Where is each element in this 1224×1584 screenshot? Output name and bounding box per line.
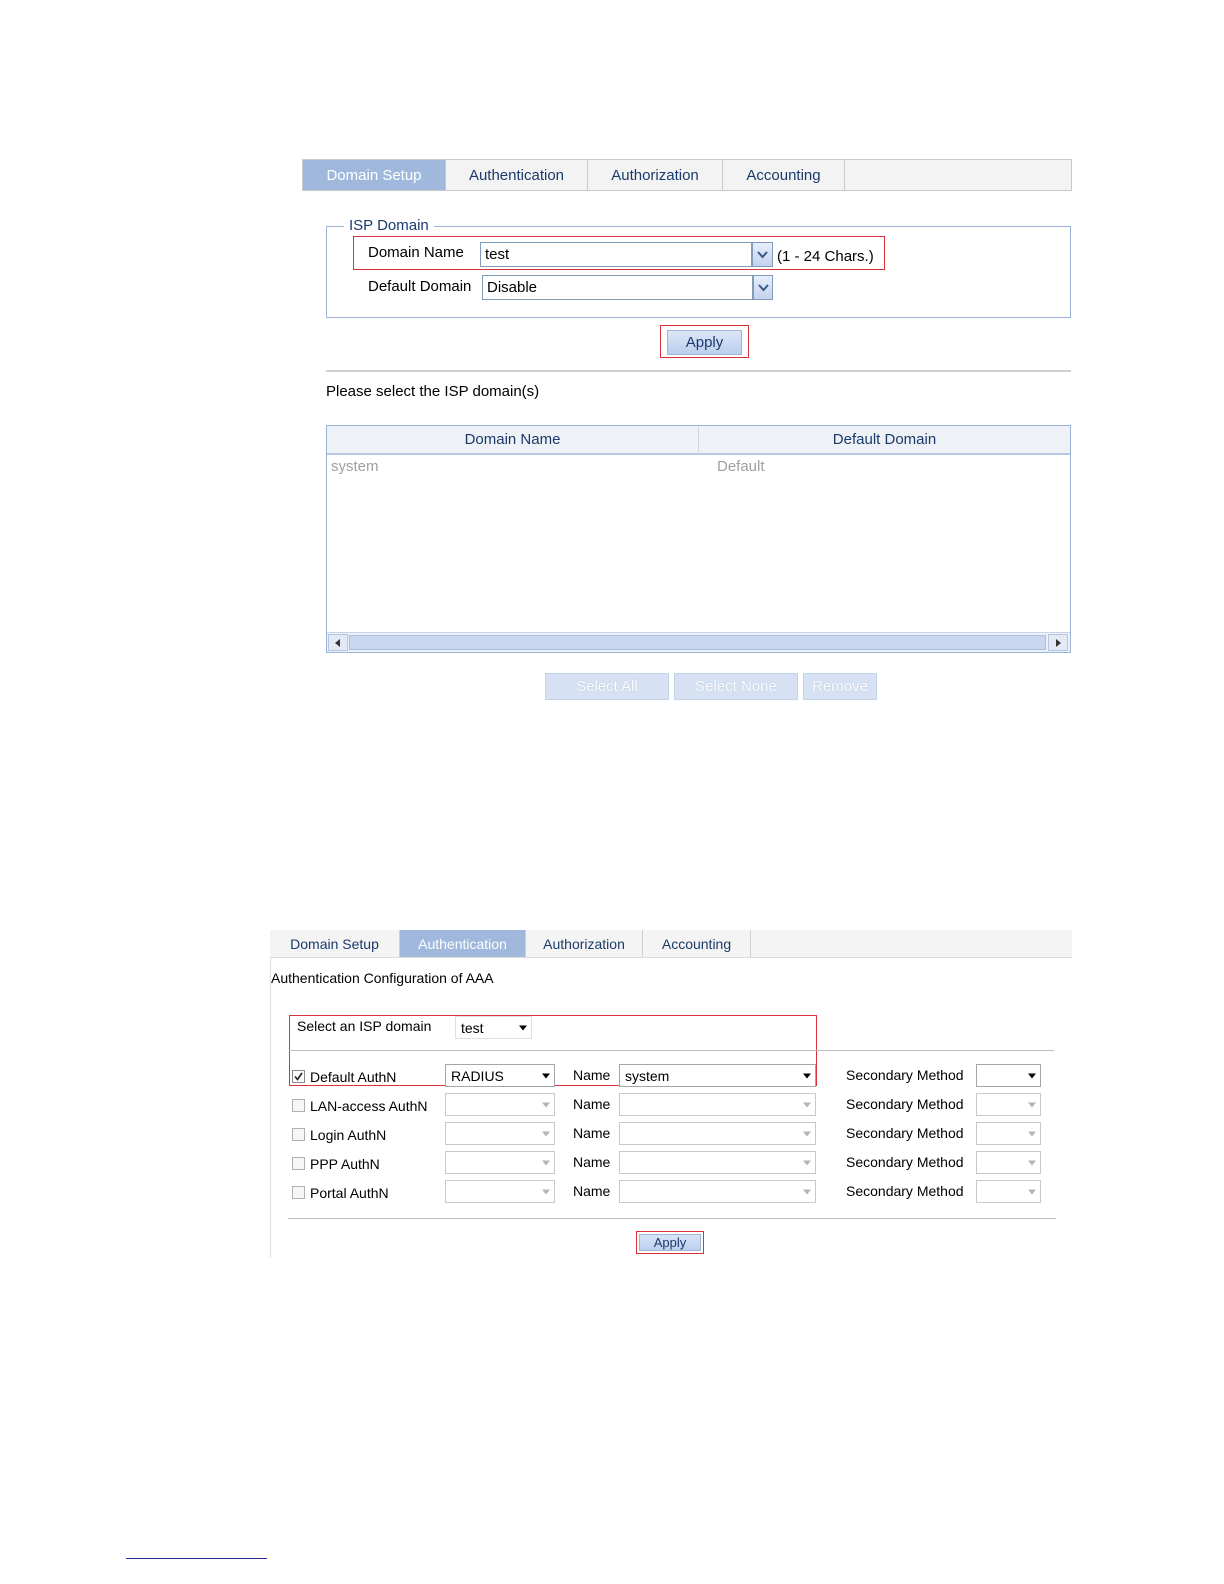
- tab-accounting[interactable]: Accounting: [643, 930, 751, 957]
- horizontal-scrollbar[interactable]: [327, 632, 1070, 652]
- secondary-method-label: Secondary Method: [846, 1154, 964, 1170]
- select-none-button[interactable]: Select None: [674, 673, 798, 700]
- fieldset-legend: ISP Domain: [344, 217, 434, 234]
- name-label: Name: [573, 1067, 611, 1083]
- dropdown-arrow-icon: [803, 1160, 811, 1165]
- secondary-method-label: Secondary Method: [846, 1096, 964, 1112]
- divider: [289, 1050, 1054, 1051]
- dropdown-arrow-icon: [803, 1102, 811, 1107]
- default-domain-select[interactable]: Disable: [482, 275, 753, 300]
- lan-access-authn-secondary-select[interactable]: [976, 1093, 1041, 1116]
- dropdown-arrow-icon: [1028, 1073, 1036, 1078]
- lan-access-authn-name-select[interactable]: [619, 1093, 816, 1116]
- domain-name-dropdown-button[interactable]: [752, 242, 773, 267]
- name-label: Name: [573, 1096, 611, 1112]
- column-header-default-domain[interactable]: Default Domain: [699, 426, 1070, 455]
- default-authn-secondary-select[interactable]: [976, 1064, 1041, 1087]
- secondary-method-label: Secondary Method: [846, 1067, 964, 1083]
- select-all-button[interactable]: Select All: [545, 673, 669, 700]
- name-label: Name: [573, 1154, 611, 1170]
- dropdown-arrow-icon: [542, 1073, 550, 1078]
- dropdown-arrow-icon: [542, 1160, 550, 1165]
- default-authn-label: Default AuthN: [310, 1069, 397, 1085]
- select-prompt: Please select the ISP domain(s): [326, 383, 540, 400]
- chevron-down-icon: [758, 284, 769, 292]
- portal-authn-method-select[interactable]: [445, 1180, 555, 1203]
- scroll-right-icon[interactable]: [1048, 634, 1068, 651]
- tab-domain-setup[interactable]: Domain Setup: [270, 930, 400, 957]
- tab-authorization[interactable]: Authorization: [526, 930, 643, 957]
- default-authn-method-select[interactable]: [445, 1064, 555, 1087]
- name-value: system: [625, 1067, 670, 1084]
- ppp-authn-name-select[interactable]: [619, 1151, 816, 1174]
- tab-bar: [302, 159, 1072, 191]
- chevron-down-icon: [757, 251, 768, 259]
- checkmark-icon: [294, 1072, 303, 1081]
- domain-name-label: Domain Name: [368, 244, 464, 261]
- isp-domain-select-label: Select an ISP domain: [297, 1018, 432, 1034]
- table-cell-default-domain[interactable]: Default: [717, 458, 765, 475]
- dropdown-arrow-icon: [542, 1102, 550, 1107]
- isp-domain-value: test: [461, 1019, 484, 1036]
- tab-bar: [270, 930, 1072, 958]
- scrollbar-thumb[interactable]: [349, 635, 1046, 650]
- isp-domain-select[interactable]: [455, 1016, 532, 1039]
- name-label: Name: [573, 1125, 611, 1141]
- panel-border: [270, 958, 271, 1258]
- domain-name-field[interactable]: test: [480, 242, 752, 267]
- dropdown-arrow-icon: [1028, 1189, 1036, 1194]
- login-authn-name-select[interactable]: [619, 1122, 816, 1145]
- dropdown-arrow-icon: [803, 1189, 811, 1194]
- column-header-domain-name[interactable]: Domain Name: [327, 426, 699, 455]
- tab-authentication[interactable]: Authentication: [400, 930, 526, 957]
- default-domain-label: Default Domain: [368, 278, 472, 295]
- tab-authorization[interactable]: Authorization: [588, 160, 723, 190]
- scroll-left-icon[interactable]: [328, 634, 348, 651]
- lan-access-authn-label: LAN-access AuthN: [310, 1098, 428, 1114]
- dropdown-arrow-icon: [1028, 1102, 1036, 1107]
- portal-authn-label: Portal AuthN: [310, 1185, 389, 1201]
- dropdown-arrow-icon: [803, 1073, 811, 1078]
- lan-access-authn-method-select[interactable]: [445, 1093, 555, 1116]
- portal-authn-checkbox[interactable]: [292, 1186, 305, 1199]
- table-cell-domain-name[interactable]: system: [331, 458, 379, 475]
- name-label: Name: [573, 1183, 611, 1199]
- dropdown-arrow-icon: [542, 1189, 550, 1194]
- login-authn-label: Login AuthN: [310, 1127, 387, 1143]
- footnote-rule: [126, 1558, 267, 1559]
- portal-authn-secondary-select[interactable]: [976, 1180, 1041, 1203]
- section-title: Authentication Configuration of AAA: [271, 970, 494, 986]
- divider: [288, 1218, 1056, 1219]
- tab-domain-setup[interactable]: Domain Setup: [303, 160, 446, 190]
- login-authn-checkbox[interactable]: [292, 1128, 305, 1141]
- secondary-method-label: Secondary Method: [846, 1183, 964, 1199]
- ppp-authn-method-select[interactable]: [445, 1151, 555, 1174]
- default-domain-dropdown-button[interactable]: [753, 275, 773, 300]
- apply-button[interactable]: Apply: [639, 1234, 701, 1251]
- dropdown-arrow-icon: [1028, 1131, 1036, 1136]
- ppp-authn-checkbox[interactable]: [292, 1157, 305, 1170]
- ppp-authn-secondary-select[interactable]: [976, 1151, 1041, 1174]
- divider: [326, 370, 1071, 372]
- method-value: RADIUS: [451, 1067, 504, 1084]
- remove-button[interactable]: Remove: [803, 673, 877, 700]
- login-authn-method-select[interactable]: [445, 1122, 555, 1145]
- default-authn-checkbox[interactable]: [292, 1070, 305, 1083]
- dropdown-arrow-icon: [803, 1131, 811, 1136]
- domain-name-hint: (1 - 24 Chars.): [777, 248, 874, 265]
- secondary-method-label: Secondary Method: [846, 1125, 964, 1141]
- lan-access-authn-checkbox[interactable]: [292, 1099, 305, 1112]
- dropdown-arrow-icon: [542, 1131, 550, 1136]
- tab-accounting[interactable]: Accounting: [723, 160, 845, 190]
- dropdown-arrow-icon: [1028, 1160, 1036, 1165]
- domain-table: [326, 425, 1071, 653]
- tab-authentication[interactable]: Authentication: [446, 160, 588, 190]
- default-authn-name-select[interactable]: [619, 1064, 816, 1087]
- ppp-authn-label: PPP AuthN: [310, 1156, 380, 1172]
- portal-authn-name-select[interactable]: [619, 1180, 816, 1203]
- apply-button[interactable]: Apply: [667, 330, 742, 355]
- login-authn-secondary-select[interactable]: [976, 1122, 1041, 1145]
- dropdown-arrow-icon: [519, 1025, 527, 1030]
